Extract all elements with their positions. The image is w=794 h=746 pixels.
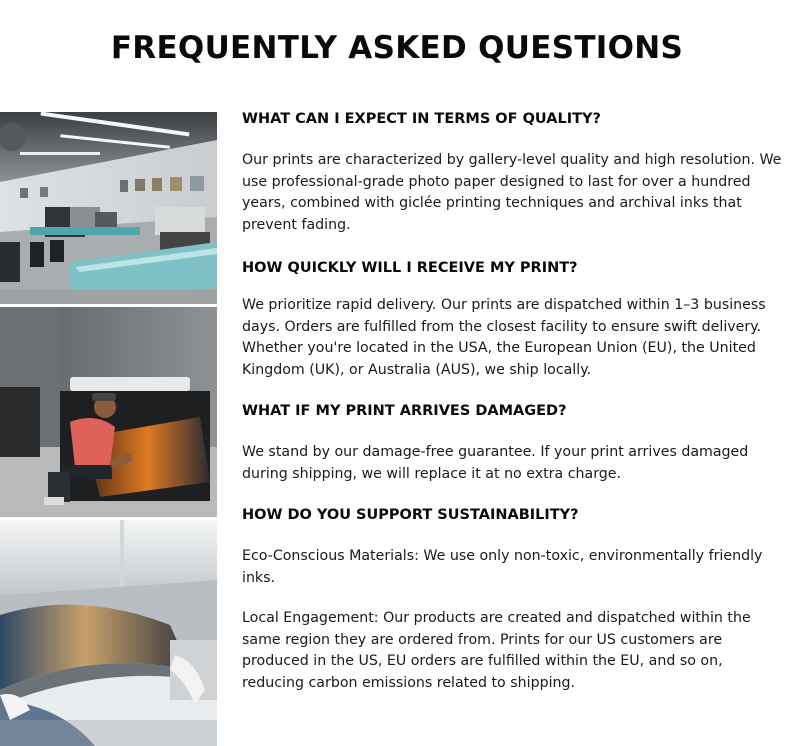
faq-answer-delivery: We prioritize rapid delivery. Our prints are dispatched within 1–3 business days. Orders are fulfilled from the closest facility to ensure swift delivery. Whether you're located in the USA, the European Union (EU), the United Kingdom (UK), or Australia (AUS), we ship locally.	[242, 297, 766, 378]
printer-operator-photo	[0, 307, 217, 517]
printer-closeup-photo	[0, 520, 217, 746]
faq-answer-sustainability-extra: Local Engagement: Our products are created and dispatched within the same region they are ordered from. Prints for our US customers are produced in the US, EU orders are fulfilled within the EU, and so on, reducing carbon emissions related to shipping.	[242, 610, 751, 691]
print-studio-photo	[0, 112, 217, 304]
page-title: FREQUENTLY ASKED QUESTIONS	[110, 30, 684, 66]
faq-question-damage: WHAT IF MY PRINT ARRIVES DAMAGED?	[242, 403, 567, 419]
faq-question-quality: WHAT CAN I EXPECT IN TERMS OF QUALITY?	[242, 111, 601, 127]
faq-answer-damage: We stand by our damage-free guarantee. If your print arrives damaged during shipping, we will replace it at no extra charge.	[242, 444, 749, 482]
faq-answer-quality: Our prints are characterized by gallery-level quality and high resolution. We use professional-grade photo paper designed to last for over a hundred years, combined with giclée printing techniques and archival inks that prevent fading.	[242, 152, 782, 233]
faq-question-delivery: HOW QUICKLY WILL I RECEIVE MY PRINT?	[242, 260, 578, 276]
faq-question-sustainability: HOW DO YOU SUPPORT SUSTAINABILITY?	[242, 507, 579, 523]
photo-column	[0, 112, 217, 746]
faq-answer-sustainability: Eco-Conscious Materials: We use only non-toxic, environmentally friendly inks.	[242, 548, 763, 586]
